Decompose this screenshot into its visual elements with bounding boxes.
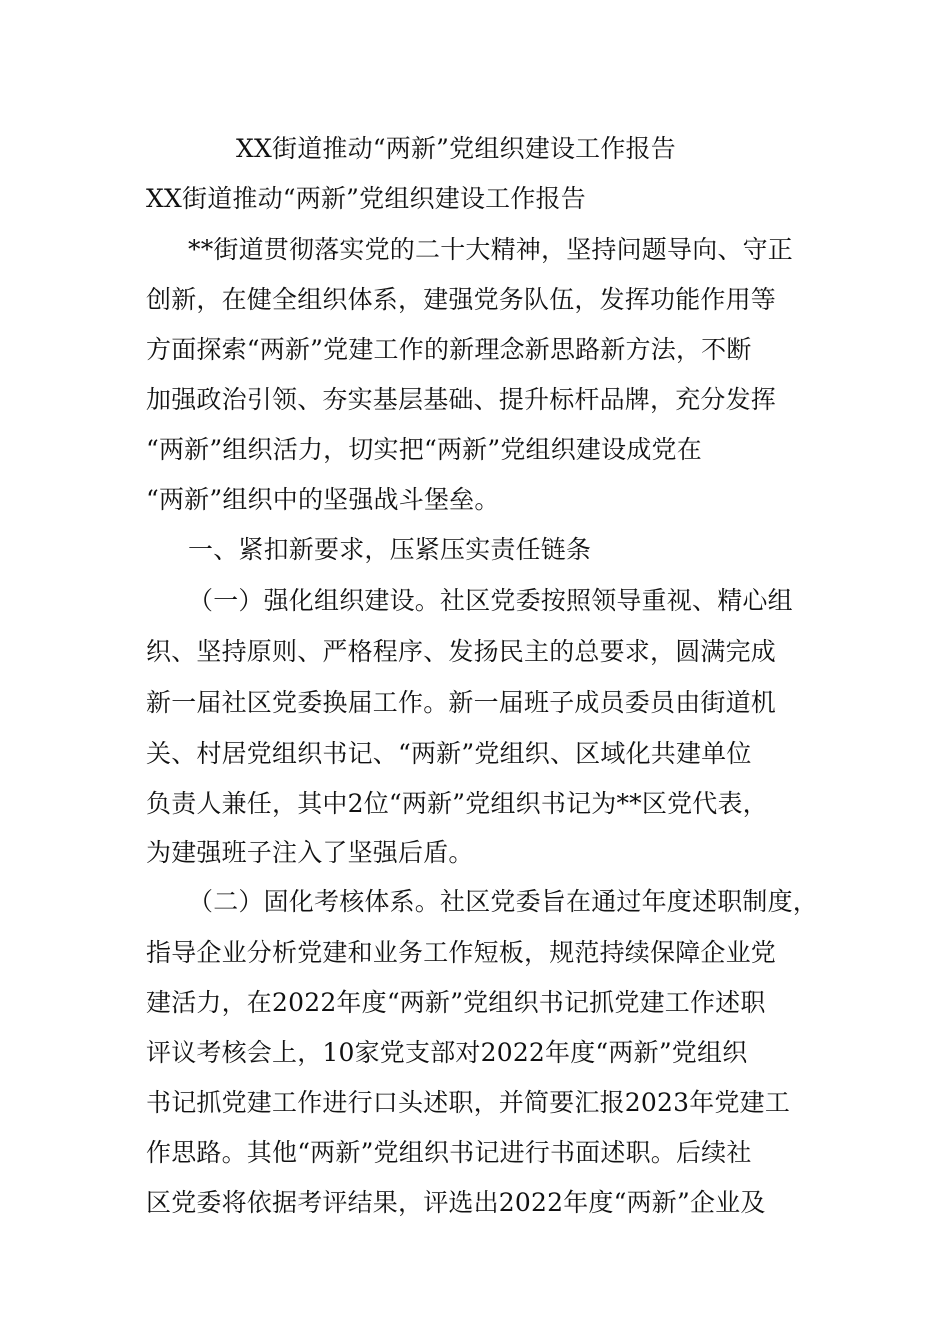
paragraph-line: 指导企业分析党建和业务工作短板，规范持续保障企业党: [146, 938, 777, 967]
paragraph-line: “两新”组织活力，切实把“两新”党组织建设成党在: [146, 435, 702, 464]
paragraph-line: 书记抓党建工作进行口头述职，并简要汇报2023年党建工: [146, 1088, 791, 1117]
section-heading: 一、紧扣新要求，压紧压实责任链条: [188, 535, 592, 564]
paragraph-line: 作思路。其他“两新”党组织书记进行书面述职。后续社: [146, 1138, 752, 1167]
paragraph-line: 建活力，在2022年度“两新”党组织书记抓党建工作述职: [146, 988, 766, 1017]
paragraph-line: 评议考核会上，10家党支部对2022年度“两新”党组织: [146, 1038, 748, 1067]
paragraph-line: 负责人兼任，其中2位“两新”党组织书记为**区党代表，: [146, 789, 768, 818]
paragraph-line: 加强政治引领、夯实基层基础、提升标杆品牌，充分发挥: [146, 385, 777, 414]
paragraph-line: “两新”组织中的坚强战斗堡垒。: [146, 485, 500, 514]
paragraph-line: 为建强班子注入了坚强后盾。: [146, 838, 474, 867]
document-title: XX街道推动“两新”党组织建设工作报告: [236, 134, 676, 163]
paragraph-line: 区党委将依据考评结果，评选出2022年度“两新”企业及: [146, 1188, 766, 1217]
paragraph-line: 关、村居党组织书记、“两新”党组织、区域化共建单位: [146, 739, 752, 768]
paragraph-line: （二）固化考核体系。社区党委旨在通过年度述职制度，: [188, 887, 819, 916]
paragraph-line: 方面探索“两新”党建工作的新理念新思路新方法，不断: [146, 335, 752, 364]
paragraph-line: **街道贯彻落实党的二十大精神，坚持问题导向、守正: [188, 235, 794, 264]
document-subtitle: XX街道推动“两新”党组织建设工作报告: [146, 184, 586, 213]
paragraph-line: 新一届社区党委换届工作。新一届班子成员委员由街道机: [146, 688, 777, 717]
paragraph-line: 创新，在健全组织体系，建强党务队伍，发挥功能作用等: [146, 285, 777, 314]
paragraph-line: 织、坚持原则、严格程序、发扬民主的总要求，圆满完成: [146, 637, 777, 666]
paragraph-line: （一）强化组织建设。社区党委按照领导重视、精心组: [188, 586, 793, 615]
